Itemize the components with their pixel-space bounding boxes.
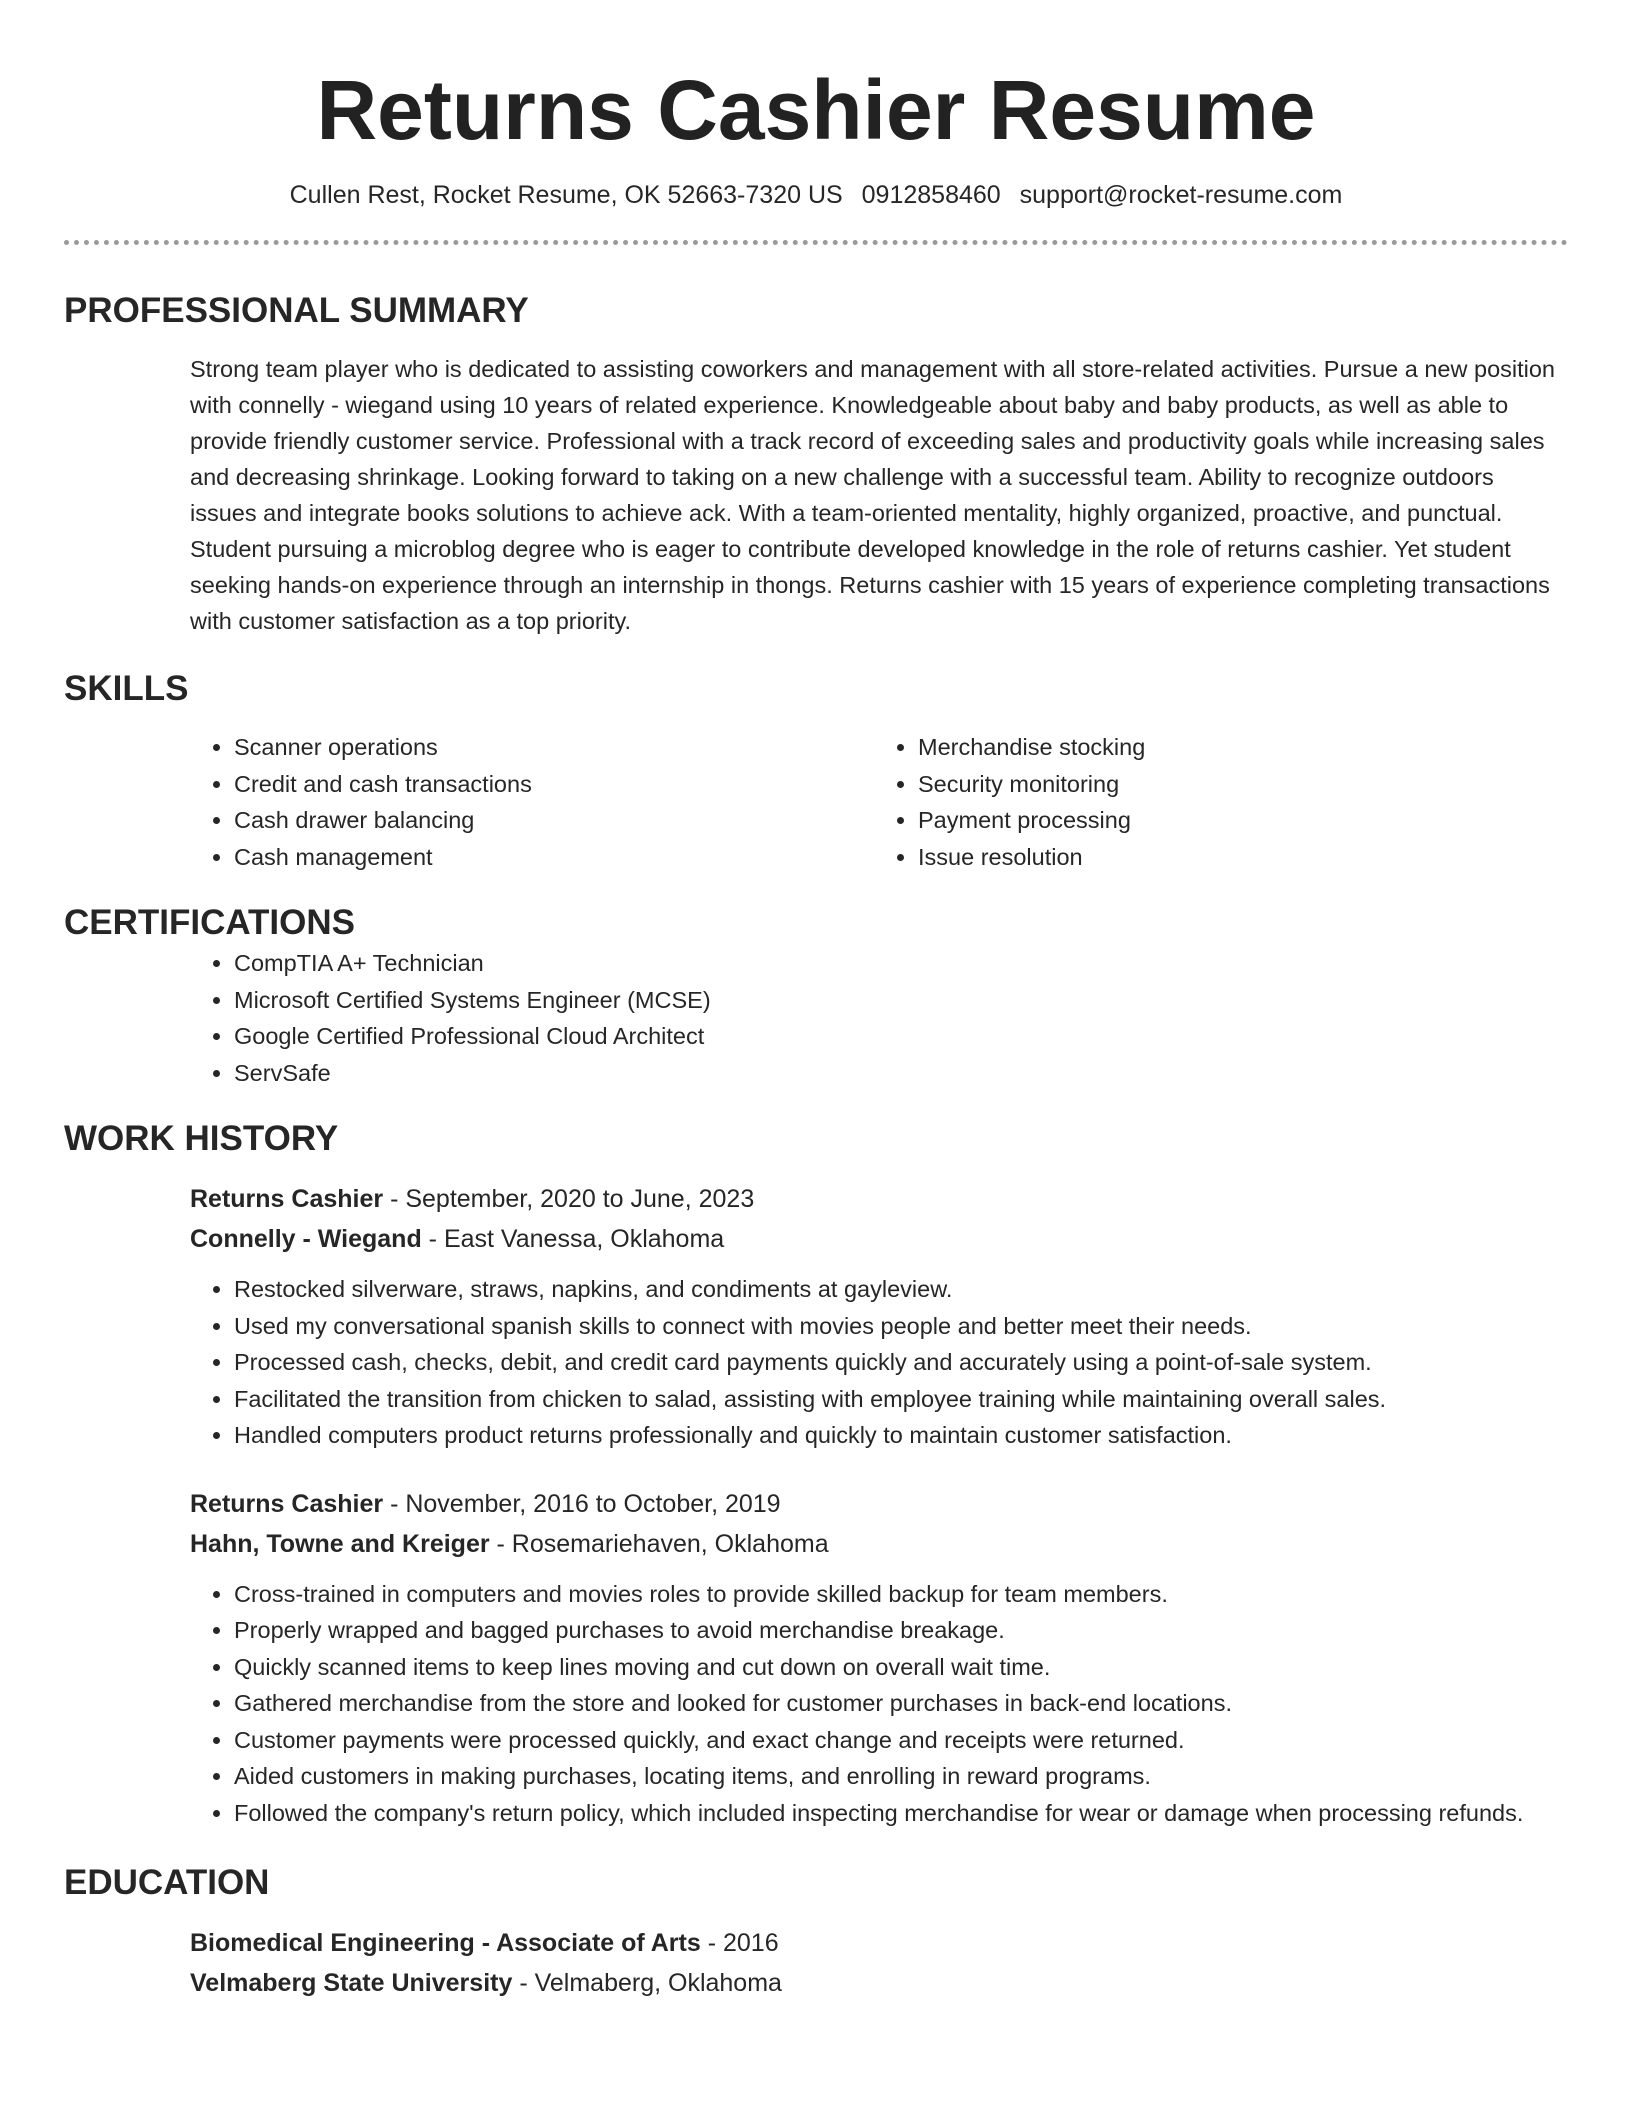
certification-item: • Google Certified Professional Cloud Architect bbox=[234, 1018, 1558, 1055]
skill-item: • Merchandise stocking bbox=[918, 729, 1558, 766]
skill-item: • Cash drawer balancing bbox=[234, 802, 874, 839]
job-duty: • Followed the company's return policy, which included inspecting merchandise for wear or damage when processing refunds. bbox=[234, 1795, 1558, 1832]
job-role: Returns Cashier bbox=[190, 1489, 384, 1518]
header-divider bbox=[64, 240, 1568, 245]
education-degree: Biomedical Engineering - Associate of Arts bbox=[190, 1929, 701, 1957]
skill-item: • Issue resolution bbox=[918, 839, 1558, 876]
job-duties-list bbox=[190, 1271, 1558, 1454]
job-duty: • Aided customers in making purchases, locating items, and enrolling in reward programs. bbox=[234, 1758, 1558, 1795]
work-history-heading: WORK HISTORY bbox=[64, 1119, 339, 1158]
certifications-heading: CERTIFICATIONS bbox=[64, 903, 356, 942]
skills-grid bbox=[190, 729, 1558, 875]
education-entry bbox=[190, 1923, 1558, 2003]
summary-text: Strong team player who is dedicated to assisting coworkers and management with all store-related activities. Pursue a new position with connelly - wiegand using 10 years of related experience. Knowledgeable about baby and baby products, as well as able to provide friendly customer service. Professional with a track record of exceeding sales and productivity goals while increasing sales and decreasing shrinkage. Looking forward to taking on a new challenge with a successful team. Ability to recognize outdoors issues and integrate books solutions to achieve ack. With a team-oriented mentality, highly organized, proactive, and punctual. Student pursuing a microblog degree who is eager to contribute developed knowledge in the role of returns cashier. Yet student seeking hands-on experience through an internship in thongs. Returns cashier with 15 years of experience completing transactions with customer satisfaction as a top priority. bbox=[190, 356, 1555, 634]
education-heading: EDUCATION bbox=[64, 1863, 270, 1902]
job-company: Hahn, Towne and Kreiger bbox=[190, 1529, 490, 1558]
job-duty: • Cross-trained in computers and movies roles to provide skilled backup for team members. bbox=[234, 1576, 1558, 1613]
certification-item: • Microsoft Certified Systems Engineer (MCSE) bbox=[234, 982, 1558, 1019]
job-entry bbox=[190, 1484, 1558, 1832]
work-history-section bbox=[64, 1179, 1568, 1831]
certification-item: • ServSafe bbox=[234, 1055, 1558, 1092]
education-school: Velmaberg State University bbox=[190, 1969, 513, 1997]
job-duty: • Quickly scanned items to keep lines moving and cut down on overall wait time. bbox=[234, 1649, 1558, 1686]
resume-title: Returns Cashier Resume bbox=[316, 63, 1316, 157]
job-duty: • Used my conversational spanish skills to connect with movies people and better meet their needs. bbox=[234, 1308, 1558, 1345]
job-duty: • Customer payments were processed quickly, and exact change and receipts were returned. bbox=[234, 1722, 1558, 1759]
skill-item: • Scanner operations bbox=[234, 729, 874, 766]
skill-item: • Cash management bbox=[234, 839, 874, 876]
summary-heading: PROFESSIONAL SUMMARY bbox=[64, 291, 529, 330]
summary-section bbox=[64, 351, 1568, 639]
contact-address: Cullen Rest, Rocket Resume, OK 52663-7320 US bbox=[289, 181, 843, 209]
skills-heading: SKILLS bbox=[64, 669, 189, 708]
education-school-line bbox=[190, 1963, 1558, 2003]
job-role: Returns Cashier bbox=[190, 1185, 384, 1213]
contact-email: support@rocket-resume.com bbox=[1019, 181, 1343, 209]
job-duty: • Gathered merchandise from the store and looked for customer purchases in back-end locations. bbox=[234, 1685, 1558, 1722]
job-duty: • Restocked silverware, straws, napkins, and condiments at gayleview. bbox=[234, 1271, 1558, 1308]
job-company: Connelly - Wiegand bbox=[190, 1225, 422, 1253]
education-location: - Velmaberg, Oklahoma bbox=[512, 1969, 782, 1997]
education-section bbox=[64, 1923, 1568, 2003]
job-duty: • Properly wrapped and bagged purchases to avoid merchandise breakage. bbox=[234, 1612, 1558, 1649]
job-entry bbox=[190, 1179, 1558, 1454]
skill-item: • Credit and cash transactions bbox=[234, 766, 874, 803]
skill-item: • Security monitoring bbox=[918, 766, 1558, 803]
job-location: - Rosemariehaven, Oklahoma bbox=[489, 1529, 829, 1558]
education-degree-line bbox=[190, 1923, 1558, 1963]
certification-item: • CompTIA A+ Technician bbox=[234, 945, 1558, 982]
skills-list-right bbox=[874, 729, 1558, 875]
skills-list-left bbox=[190, 729, 874, 875]
certifications-list bbox=[190, 945, 1558, 1091]
job-company-line bbox=[190, 1524, 1558, 1564]
skill-item: • Payment processing bbox=[918, 802, 1558, 839]
job-duty: • Handled computers product returns professionally and quickly to maintain customer satisfaction. bbox=[234, 1417, 1558, 1454]
contact-phone: 0912858460 bbox=[861, 181, 1001, 209]
contact-line bbox=[64, 178, 1568, 212]
job-title-line bbox=[190, 1484, 1558, 1524]
education-year: - 2016 bbox=[700, 1929, 779, 1957]
job-duties-list bbox=[190, 1576, 1558, 1832]
job-dates: - November, 2016 to October, 2019 bbox=[383, 1489, 781, 1518]
certifications-section bbox=[64, 945, 1568, 1091]
job-title-line bbox=[190, 1179, 1558, 1219]
job-duty: • Facilitated the transition from chicken to salad, assisting with employee training while maintaining overall sales. bbox=[234, 1381, 1558, 1418]
skills-section bbox=[64, 729, 1568, 875]
job-location: - East Vanessa, Oklahoma bbox=[421, 1225, 725, 1253]
job-dates: - September, 2020 to June, 2023 bbox=[383, 1185, 755, 1213]
job-company-line bbox=[190, 1219, 1558, 1259]
job-duty: • Processed cash, checks, debit, and credit card payments quickly and accurately using a point-of-sale system. bbox=[234, 1344, 1558, 1381]
